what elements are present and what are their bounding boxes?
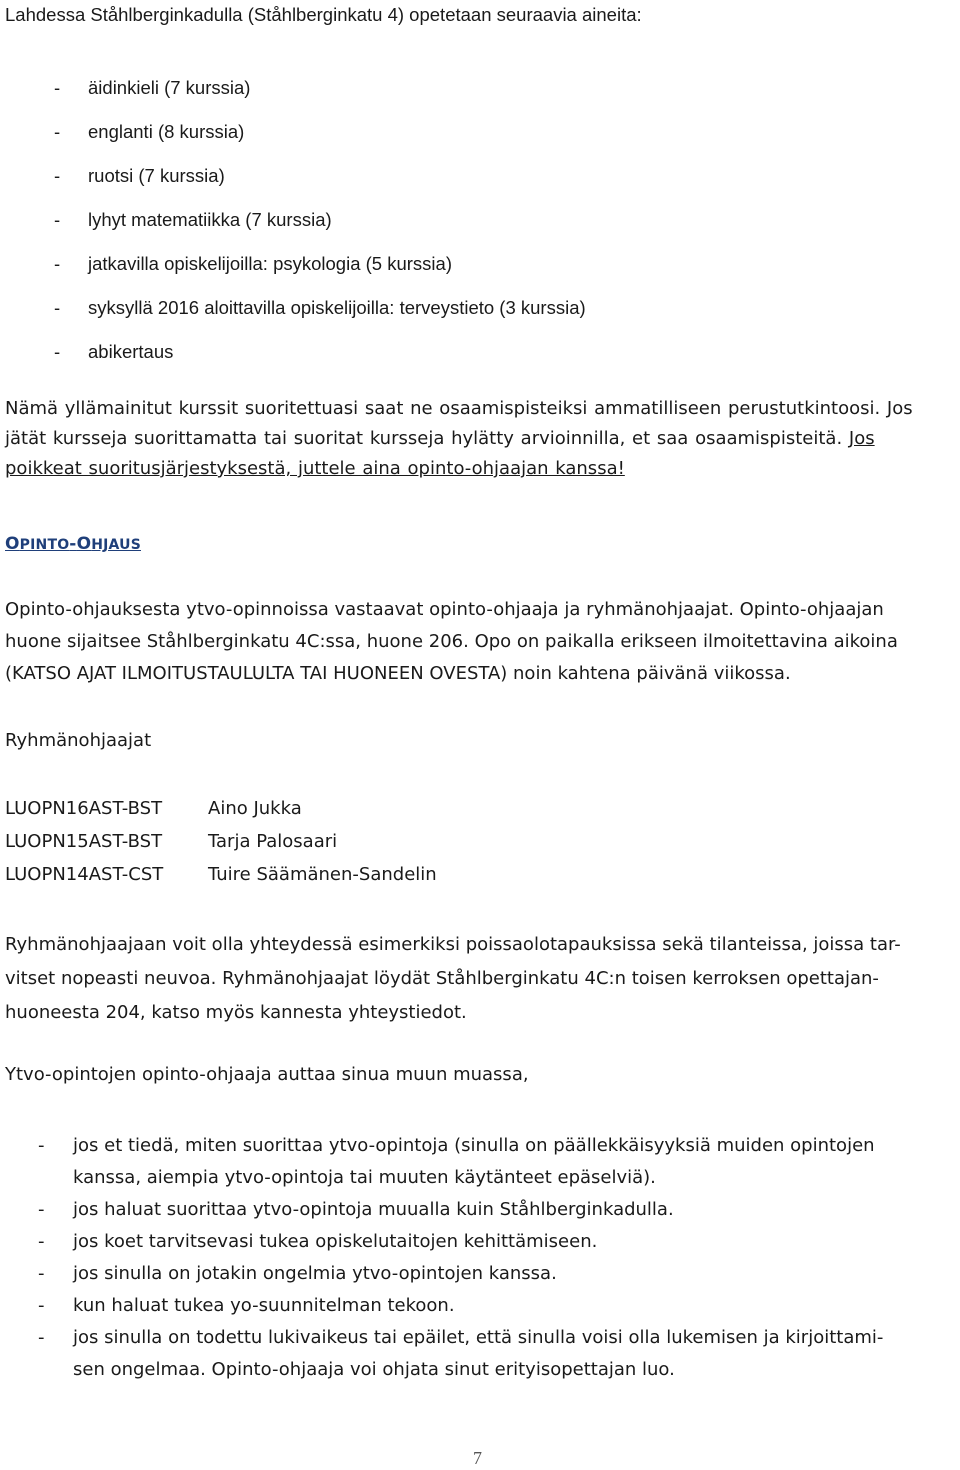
heading-cap: O: [5, 534, 20, 554]
list-dash: -: [54, 341, 61, 362]
subject-label: lyhyt matematiikka (7 kurssia): [88, 209, 332, 230]
list-dash: -: [54, 209, 61, 230]
group-teacher: Aino Jukka: [208, 798, 302, 819]
list-dash: -: [54, 121, 61, 142]
subject-list: [54, 76, 586, 384]
underlined-text: Jos: [848, 428, 875, 449]
list-item-line: kanssa, aiempia ytvo-opintoja tai muuten käytänteet epäselviä).: [73, 1167, 656, 1188]
list-item: [54, 340, 586, 384]
paragraph-line: [5, 424, 960, 454]
paragraph-line: huoneesta 204, katso myös kannesta yhteystiedot.: [5, 1002, 467, 1023]
subject-label: ruotsi (7 kurssia): [88, 165, 225, 186]
table-row: [5, 862, 437, 895]
group-code: LUOPN14AST-CST: [5, 864, 164, 885]
list-item: [54, 252, 586, 296]
list-dash: -: [38, 1199, 45, 1220]
list-dash: -: [38, 1295, 45, 1316]
help-list: [38, 1130, 958, 1386]
table-row: [5, 829, 437, 862]
underlined-text: poikkeat suoritusjärjestyksestä, juttele aina opinto-ohjaajan kanssa!: [5, 458, 625, 479]
list-dash: -: [54, 253, 61, 274]
paragraph-line: (KATSO AJAT ILMOITUSTAULULTA TAI HUONEEN OVESTA) noin kahtena päivänä viikossa.: [5, 663, 791, 684]
group-table: [5, 796, 437, 895]
paragraph-line: Opinto-ohjauksesta ytvo-opinnoissa vastaavat opinto-ohjaaja ja ryhmänohjaajat. Opinto-ohjaajan: [5, 599, 884, 620]
list-dash: -: [38, 1327, 45, 1348]
list-item: [54, 120, 586, 164]
list-item-line: jos haluat suorittaa ytvo-opintoja muualla kuin Ståhlberginkadulla.: [73, 1199, 674, 1220]
heading-sep: -: [69, 534, 77, 554]
intro-text: Lahdessa Ståhlberginkadulla (Ståhlberginkatu 4) opetetaan seuraavia aineita:: [5, 4, 642, 25]
group-code: LUOPN16AST-BST: [5, 798, 163, 819]
group-teacher: Tuire Säämänen-Sandelin: [208, 864, 437, 885]
list-item: [54, 76, 586, 120]
list-item: [54, 164, 586, 208]
list-item: [38, 1258, 958, 1290]
list-item: [38, 1322, 958, 1386]
list-item: [54, 296, 586, 340]
heading-cap: O: [76, 534, 92, 554]
list-dash: -: [38, 1135, 45, 1156]
section-heading: [5, 534, 141, 554]
list-item-line: sen ongelmaa. Opinto-ohjaaja voi ohjata sinut erityisopettajan luo.: [73, 1359, 675, 1380]
subject-label: abikertaus: [88, 341, 174, 362]
group-teacher: Tarja Palosaari: [208, 831, 338, 852]
help-intro: Ytvo-opintojen opinto-ohjaaja auttaa sinua muun muassa,: [5, 1064, 529, 1085]
list-dash: -: [38, 1263, 45, 1284]
subject-label: syksyllä 2016 aloittavilla opiskelijoilla: terveystieto (3 kurssia): [88, 297, 586, 318]
list-item-line: jos sinulla on todettu lukivaikeus tai epäilet, että sinulla voisi olla lukemisen ja kirjoittami-: [73, 1327, 884, 1348]
page-number: 7: [473, 1448, 482, 1468]
guidance-paragraph: [5, 594, 960, 690]
table-row: [5, 796, 437, 829]
group-leaders-paragraph: [5, 928, 960, 1030]
list-dash: -: [54, 297, 61, 318]
subject-label: englanti (8 kurssia): [88, 121, 245, 142]
list-item: [38, 1194, 958, 1226]
group-heading: Ryhmänohjaajat: [5, 730, 152, 751]
subject-label: jatkavilla opiskelijoilla: psykologia (5 kurssia): [88, 253, 452, 274]
list-dash: -: [54, 165, 61, 186]
list-item-line: jos sinulla on jotakin ongelmia ytvo-opintojen kanssa.: [73, 1263, 557, 1284]
paragraph-line: vitset nopeasti neuvoa. Ryhmänohjaajat löydät Ståhlberginkatu 4C:n toisen kerroksen opettajan-: [5, 968, 879, 989]
group-code: LUOPN15AST-BST: [5, 831, 163, 852]
list-dash: -: [38, 1231, 45, 1252]
paragraph-line: huone sijaitsee Ståhlberginkatu 4C:ssa, huone 206. Opo on paikalla erikseen ilmoitettavina aikoina: [5, 631, 898, 652]
list-item: [54, 208, 586, 252]
list-item-line: kun haluat tukea yo-suunnitelman tekoon.: [73, 1295, 455, 1316]
list-item-line: jos et tiedä, miten suorittaa ytvo-opintoja (sinulla on päällekkäisyyksiä muiden opintojen: [73, 1135, 875, 1156]
subject-label: äidinkieli (7 kurssia): [88, 77, 251, 98]
heading-smallcaps: PINTO: [19, 537, 70, 553]
paragraph-line: Nämä yllämainitut kurssit suoritettuasi saat ne osaamispisteiksi ammatilliseen perustutkintoosi. Jos: [5, 398, 913, 419]
paragraph-line: Ryhmänohjaajaan voit olla yhteydessä esimerkiksi poissaolotapauksissa sekä tilanteissa, joissa tar-: [5, 934, 901, 955]
list-item-line: jos koet tarvitsevasi tukea opiskelutaitojen kehittämiseen.: [73, 1231, 598, 1252]
heading-smallcaps: HJAUS: [91, 537, 141, 553]
list-item: [38, 1290, 958, 1322]
credits-paragraph: [5, 394, 960, 484]
list-item: [38, 1226, 958, 1258]
paragraph-text: jätät kursseja suorittamatta tai suoritat kursseja hylätty arvioinnilla, et saa osaamispisteitä.: [5, 428, 843, 449]
list-dash: -: [54, 77, 61, 98]
list-item: [38, 1130, 958, 1194]
